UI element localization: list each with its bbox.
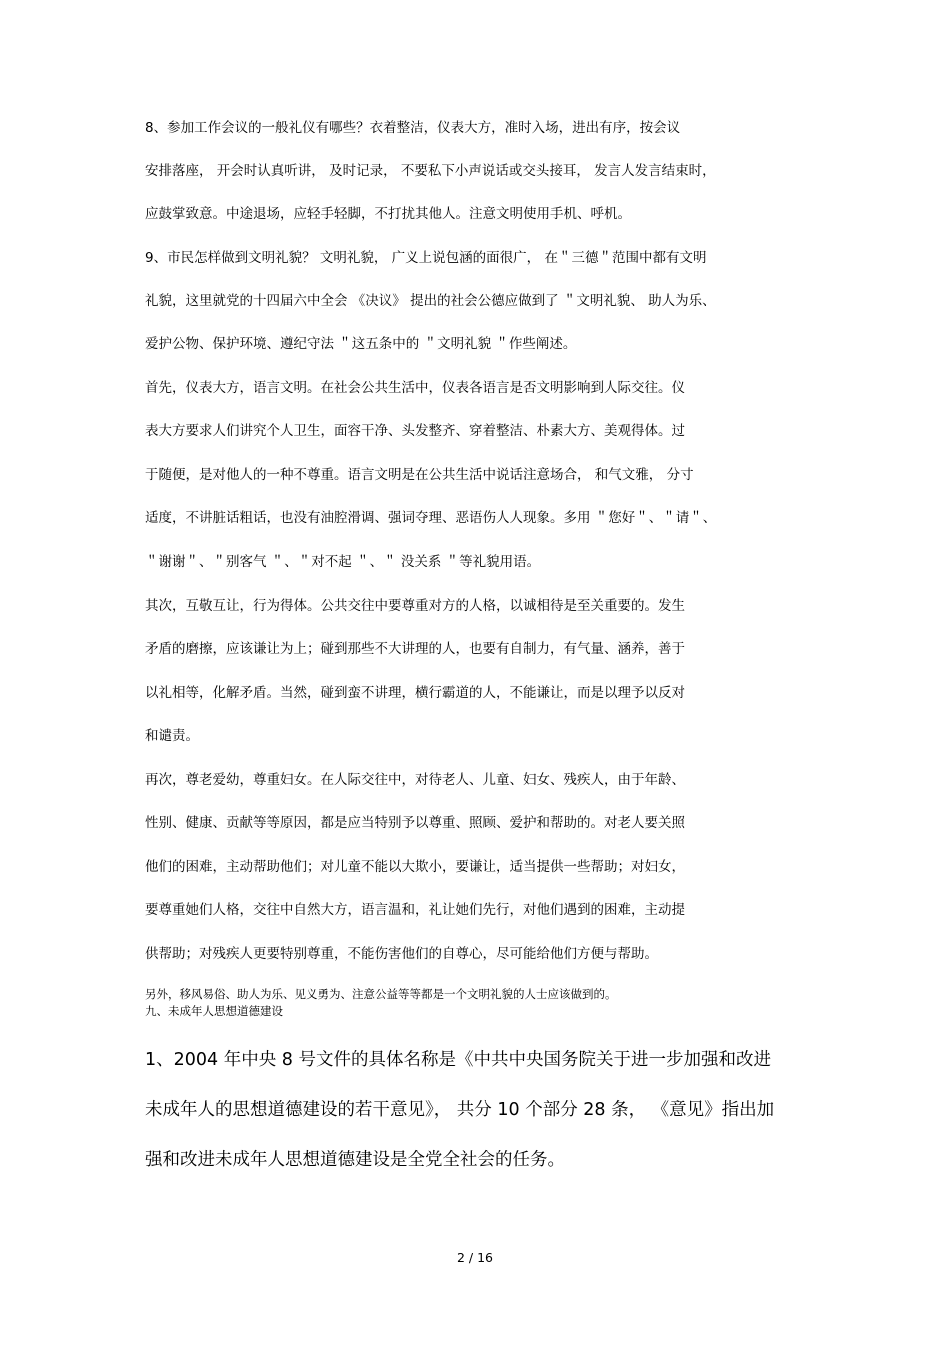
- section9-line-1: 9、市民怎样做到文明礼貌？ 文明礼貌， 广义上说包涵的面很广， 在＂三德＂范围中都有文明: [145, 250, 707, 266]
- section8-line-2: 安排落座， 开会时认真听讲， 及时记录， 不要私下小声说话或交头接耳， 发言人发言结束时，: [145, 163, 716, 179]
- first-para-line-5: ＂谢谢＂、＂别客气 ＂、＂对不起 ＂、＂ 没关系 ＂等礼貌用语。: [145, 554, 541, 570]
- chapter-nine-heading: 九、未成年人思想道德建设: [145, 1004, 283, 1018]
- first-para-line-4: 适度，不讲脏话粗话，也没有油腔滑调、强词夺理、恶语伤人人现象。多用 ＂您好＂、＂请＂、: [145, 510, 717, 526]
- q1-line-1: 1、2004 年中央 8 号文件的具体名称是《中共中央国务院关于进一步加强和改进: [145, 1050, 771, 1070]
- second-para-line-2: 矛盾的磨擦，应该谦让为上；碰到那些不大讲理的人，也要有自制力，有气量、涵养，善于: [145, 641, 685, 657]
- q1-line-3: 强和改进未成年人思想道德建设是全党全社会的任务。: [145, 1150, 565, 1170]
- third-para-line-5: 供帮助；对残疾人更要特别尊重，不能伤害他们的自尊心，尽可能给他们方便与帮助。: [145, 946, 658, 962]
- first-para-line-3: 于随便，是对他人的一种不尊重。语言文明是在公共生活中说话注意场合， 和气文雅， 分寸: [145, 467, 694, 483]
- third-para-line-1: 再次，尊老爱幼，尊重妇女。在人际交往中，对待老人、儿童、妇女、残疾人，由于年龄、: [145, 772, 685, 788]
- also-paragraph: 另外，移风易俗、助人为乐、见义勇为、注意公益等等都是一个文明礼貌的人士应该做到的。: [145, 987, 617, 1001]
- q1-line-2: 未成年人的思想道德建设的若干意见》， 共分 10 个部分 28 条， 《意见》指出加: [145, 1100, 775, 1120]
- section8-line-1: 8、参加工作会议的一般礼仪有哪些？衣着整洁，仪表大方，准时入场，进出有序，按会议: [145, 120, 681, 136]
- section8-line-3: 应鼓掌致意。中途退场，应轻手轻脚，不打扰其他人。注意文明使用手机、呼机。: [145, 206, 631, 222]
- second-para-line-4: 和谴责。: [145, 728, 199, 744]
- third-para-line-2: 性别、健康、贡献等等原因，都是应当特别予以尊重、照顾、爱护和帮助的。对老人要关照: [145, 815, 685, 831]
- second-para-line-3: 以礼相等，化解矛盾。当然，碰到蛮不讲理，横行霸道的人，不能谦让，而是以理予以反对: [145, 685, 685, 701]
- second-para-line-1: 其次，互敬互让，行为得体。公共交往中要尊重对方的人格，以诚相待是至关重要的。发生: [145, 598, 685, 614]
- section9-line-3: 爱护公物、保护环境、遵纪守法 ＂这五条中的 ＂文明礼貌 ＂作些阐述。: [145, 336, 577, 352]
- section9-line-2: 礼貌，这里就党的十四届六中全会 《决议》 提出的社会公德应做到了 ＂文明礼貌、 助人为乐、: [145, 293, 716, 309]
- third-para-line-4: 要尊重她们人格，交往中自然大方，语言温和，礼让她们先行，对他们遇到的困难，主动提: [145, 902, 685, 918]
- first-para-line-1: 首先，仪表大方，语言文明。在社会公共生活中，仪表各语言是否文明影响到人际交往。仪: [145, 380, 685, 396]
- third-para-line-3: 他们的困难，主动帮助他们；对儿童不能以大欺小，要谦让，适当提供一些帮助；对妇女，: [145, 859, 685, 875]
- page-number: 2 / 16: [456, 1250, 494, 1265]
- first-para-line-2: 表大方要求人们讲究个人卫生，面容干净、头发整齐、穿着整洁、朴素大方、美观得体。过: [145, 423, 685, 439]
